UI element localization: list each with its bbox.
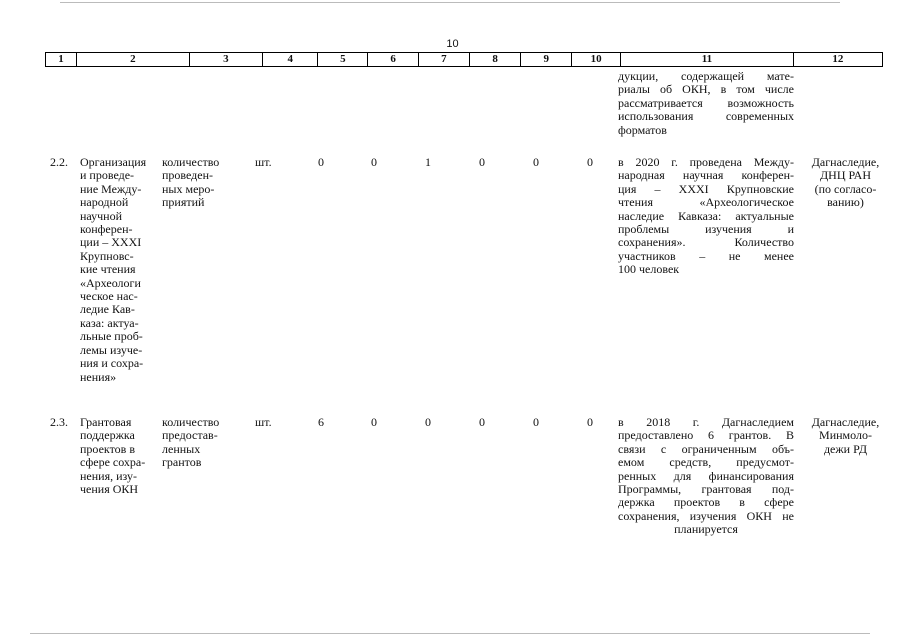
text-line: сфере сохра- [80,455,146,470]
value-2021: 0 [479,415,485,429]
header-col-7: 7 [419,53,470,66]
text-line: ванию) [827,195,864,210]
text-line: кие чтения [80,262,136,277]
text-line: грантов [162,455,202,470]
row-number: 2.3. [50,415,68,429]
text-line: научной [80,208,123,223]
text-line: ции – XXXI [80,235,142,250]
value-2019: 0 [371,155,377,169]
text-line: предоставлено 6 грантов. В [618,428,794,443]
unit: шт. [255,155,272,169]
text-line: емом средств, предусмот- [618,455,794,470]
text-line: (по согласо- [814,181,877,196]
value-2022: 0 [533,155,539,169]
header-col-11: 11 [621,53,794,66]
header-col-10: 10 [572,53,621,66]
value-2020: 1 [425,155,431,169]
comment [618,416,794,537]
text-line: в 2018 г. Дагнаследием [618,415,794,429]
text-line: ния и сохра- [80,356,144,371]
header-col-8: 8 [470,53,522,66]
text-line: участников – не менее [618,248,794,263]
text-line: Программы, грантовая под- [618,482,794,497]
text-line: каза: актуа- [80,315,139,330]
text-line: дукции, содержащей мате- [618,69,794,83]
text-line: количество [162,415,220,429]
text-line: Дагнаследие, [811,155,880,169]
text-line: Организация [80,155,147,169]
executor [798,416,893,456]
page-number: 10 [446,38,459,50]
text-line: ледие Кав- [80,302,135,317]
text-line: приятий [162,195,205,210]
text-line: сохранения». Количество [618,235,794,250]
header-col-3: 3 [190,53,263,66]
row-number: 2.2. [50,155,68,169]
header-col-4: 4 [263,53,318,66]
text-line: чтения «Археологическое [618,195,794,210]
text-line: нения» [80,369,117,384]
text-line: нения, изу- [80,468,138,483]
text-line: ние Между- [80,181,142,196]
text-line: планируется [674,522,738,537]
text-line: сохранения, изучения ОКН не [618,508,794,523]
text-line: рассматривается возможность [618,95,794,110]
text-line: ческое нас- [80,289,138,304]
text-line: ция – XXXI Крупновские [618,181,794,196]
text-line: наследие Кавказа: актуальные [618,208,794,223]
text-line: Грантовая [80,415,132,429]
value-2018: 6 [318,415,324,429]
text-line: конферен- [80,222,133,237]
value-2019: 0 [371,415,377,429]
text-line: риалы об ОКН, в том числе [618,82,794,97]
text-line: народная научная конферен- [618,168,794,183]
text-line: льные проб- [80,329,143,344]
text-line: ных меро- [162,181,215,196]
text-line: Минмоло- [819,428,872,443]
comment [618,156,794,277]
text-line: проблемы изучения и [618,222,794,237]
text-line: ДНЦ РАН [820,168,871,183]
text-line: поддержка [80,428,135,443]
text-line: и проведе- [80,168,135,183]
text-line: дежи РД [823,441,868,456]
text-line: держка проектов в сфере [618,495,794,510]
unit: шт. [255,415,272,429]
indicator [162,416,232,470]
text-line: чения ОКН [80,482,139,497]
executor [798,156,893,210]
text-line: количество [162,155,220,169]
value-2023: 0 [587,415,593,429]
value-2018: 0 [318,155,324,169]
header-col-6: 6 [368,53,419,66]
text-line: использования современных [618,109,794,124]
value-2021: 0 [479,155,485,169]
scan-artifact-bottom [30,633,870,634]
text-line: ленных [162,441,201,456]
text-line: связи с ограниченным объ- [618,441,794,456]
text-line: «Археологи [80,275,141,290]
text-line: проведен- [162,168,214,183]
table-header-row [45,52,883,67]
header-col-12: 12 [832,53,844,65]
text-line: 100 человек [618,262,680,277]
text-line: предостав- [162,428,218,443]
value-2020: 0 [425,415,431,429]
activity-name [80,416,156,496]
header-col-2: 2 [77,53,190,66]
text-line: проектов в [80,441,135,456]
value-2023: 0 [587,155,593,169]
text-line: Дагнаследие, [811,415,880,429]
header-col-1: 1 [46,53,77,66]
header-col-5: 5 [318,53,368,66]
text-line: Крупновс- [80,248,134,263]
text-line: форматов [618,122,667,137]
text-line: в 2020 г. проведена Между- [618,155,794,169]
scan-artifact-top [60,2,840,3]
text-line: лемы изуче- [80,342,143,357]
indicator [162,156,232,210]
continuation-comment [618,70,794,137]
text-line: народной [80,195,129,210]
text-line: ренных для финансирования [618,468,794,483]
activity-name [80,156,156,384]
value-2022: 0 [533,415,539,429]
header-col-9: 9 [521,53,572,66]
